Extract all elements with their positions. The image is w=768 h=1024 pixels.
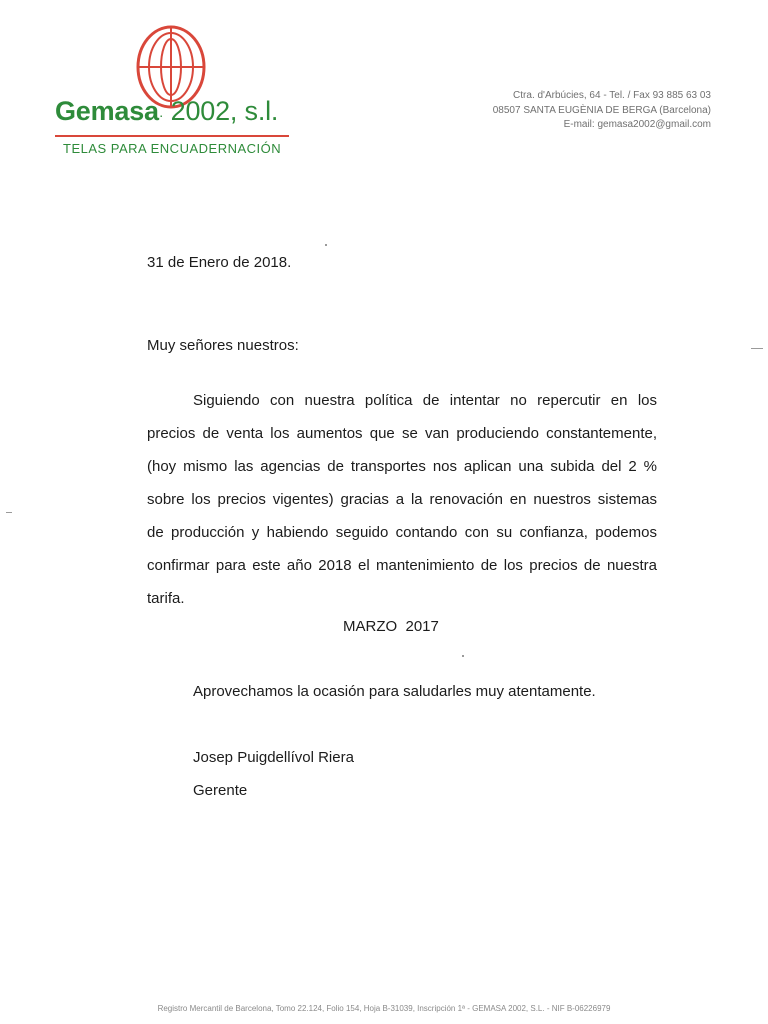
letter-salutation: Muy señores nuestros: (147, 337, 299, 354)
highlight-date: MARZO 2017 (343, 618, 439, 635)
brand-separator: · (158, 107, 164, 123)
contact-email: E-mail: gemasa2002@gmail.com (563, 119, 711, 130)
contact-address-phone: Ctra. d'Arbúcies, 64 - Tel. / Fax 93 885 63 03 (513, 90, 711, 101)
company-suffix: 2002, s.l. (170, 96, 279, 126)
paragraph-line: sobre los precios vigentes) gracias a la renovación en nuestros sistemas (147, 491, 657, 508)
scan-speck (325, 244, 327, 246)
letter-closing: Aprovechamos la ocasión para saludarles muy atentamente. (193, 683, 596, 700)
paragraph-line: tarifa. (147, 590, 185, 607)
company-name (55, 98, 278, 125)
company-brand: Gemasa (55, 96, 159, 126)
registry-footer: Registro Mercantil de Barcelona, Tomo 22.124, Folio 154, Hoja B-31039, Inscripción 1ª - GEMASA 2002, S.L. - NIF B-06226979 (157, 1004, 611, 1013)
contact-city: 08507 SANTA EUGÈNIA DE BERGA (Barcelona) (492, 105, 711, 116)
paragraph-line: (hoy mismo las agencias de transportes nos aplican una subida del 2 % (147, 458, 657, 475)
scan-mark (6, 512, 12, 513)
paragraph-line: precios de venta los aumentos que se van produciendo constantemente, (147, 425, 657, 442)
letter-date: 31 de Enero de 2018. (147, 254, 292, 271)
paragraph-line: de producción y habiendo seguido contando con su confianza, podemos (147, 524, 657, 541)
letterhead-rule (55, 135, 289, 137)
company-tagline: TELAS PARA ENCUADERNACIÓN (63, 141, 282, 156)
scan-speck (462, 655, 464, 657)
letter-body-paragraph (147, 384, 657, 615)
signer-name: Josep Puigdellívol Riera (193, 749, 354, 766)
scan-mark (751, 348, 763, 349)
paragraph-line: Siguiendo con nuestra política de intentar no repercutir en los (193, 392, 657, 409)
paragraph-line: confirmar para este año 2018 el mantenimiento de los precios de nuestra (147, 557, 657, 574)
signer-title: Gerente (193, 782, 248, 799)
